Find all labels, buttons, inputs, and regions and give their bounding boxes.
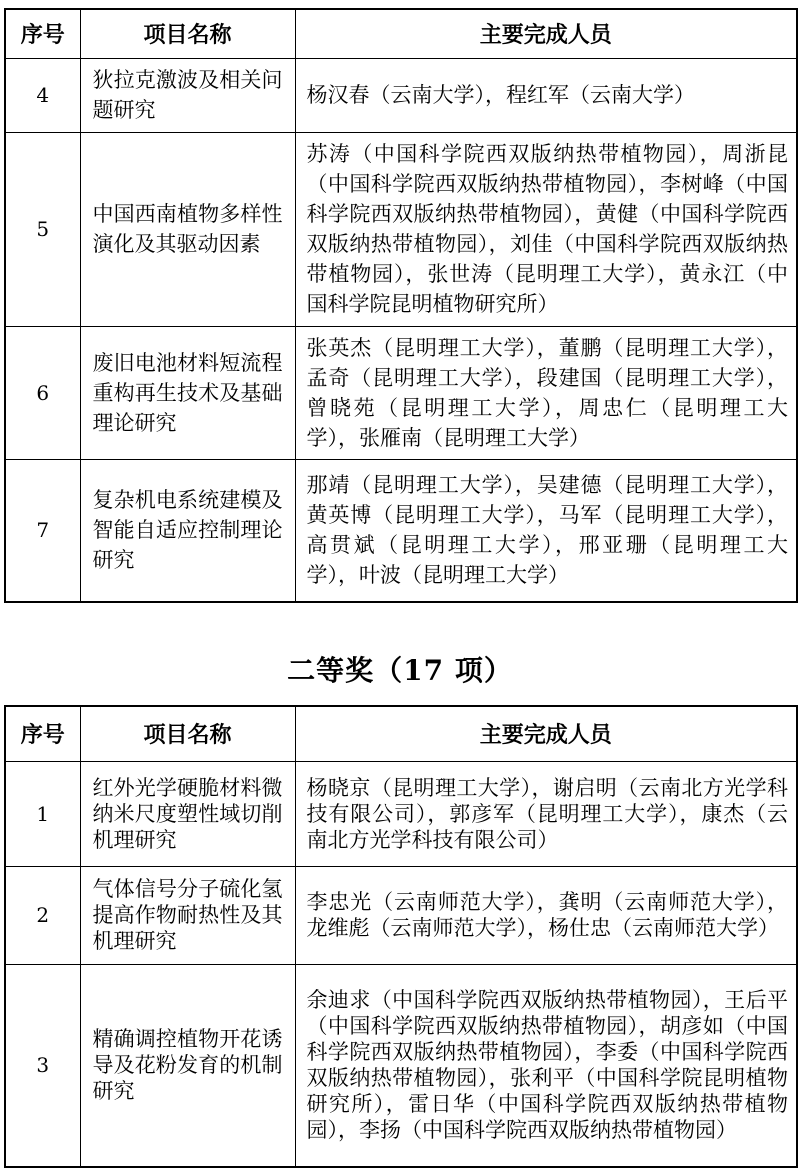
serial-cell: 3 [5, 964, 80, 1167]
people-cell: 杨汉春（云南大学），程红军（云南大学） [295, 58, 797, 132]
column-header-people: 主要完成人员 [295, 9, 797, 58]
serial-cell: 1 [5, 761, 80, 866]
people-cell: 苏涛（中国科学院西双版纳热带植物园），周浙昆（中国科学院西双版纳热带植物园），李树峰（中国科学院西双版纳热带植物园），黄健（中国科学院西双版纳热带植物园），刘佳（中国科学院西双版纳热带植物园），张世涛（昆明理工大学），黄永江（中国科学院昆明植物研究所） [295, 132, 797, 326]
column-header-project: 项目名称 [80, 706, 295, 761]
column-header-project: 项目名称 [80, 9, 295, 58]
serial-cell: 7 [5, 459, 80, 602]
table-row [5, 132, 797, 326]
table-row [5, 964, 797, 1167]
section-heading: 二等奖（17 项） [287, 654, 513, 687]
project-cell: 狄拉克激波及相关问题研究 [80, 58, 295, 132]
project-cell: 精确调控植物开花诱导及花粉发育的机制研究 [80, 964, 295, 1167]
serial-cell: 5 [5, 132, 80, 326]
project-cell: 复杂机电系统建模及智能自适应控制理论研究 [80, 459, 295, 602]
table-row [5, 459, 797, 602]
people-cell: 杨晓京（昆明理工大学），谢启明（云南北方光学科技有限公司），郭彦军（昆明理工大学），康杰（云南北方光学科技有限公司） [295, 761, 797, 866]
people-cell: 那靖（昆明理工大学），吴建德（昆明理工大学），黄英博（昆明理工大学），马军（昆明理工大学），高贯斌（昆明理工大学），邢亚珊（昆明理工大学），叶波（昆明理工大学） [295, 459, 797, 602]
serial-cell: 2 [5, 866, 80, 964]
table-row [5, 326, 797, 459]
table1-header-row [5, 9, 797, 58]
table-row [5, 866, 797, 964]
people-cell: 余迪求（中国科学院西双版纳热带植物园），王后平（中国科学院西双版纳热带植物园），胡彦如（中国科学院西双版纳热带植物园），李委（中国科学院西双版纳热带植物园），张利平（中国科学院昆明植物研究所），雷日华（中国科学院西双版纳热带植物园），李扬（中国科学院西双版纳热带植物园） [295, 964, 797, 1167]
serial-cell: 6 [5, 326, 80, 459]
table2-header-row [5, 706, 797, 761]
project-cell: 气体信号分子硫化氢提高作物耐热性及其机理研究 [80, 866, 295, 964]
project-cell: 红外光学硬脆材料微纳米尺度塑性域切削机理研究 [80, 761, 295, 866]
second-prize-table [4, 705, 798, 1168]
people-cell: 李忠光（云南师范大学），龚明（云南师范大学），龙维彪（云南师范大学），杨仕忠（云南师范大学） [295, 866, 797, 964]
table-row [5, 58, 797, 132]
table-row [5, 761, 797, 866]
people-cell: 张英杰（昆明理工大学），董鹏（昆明理工大学），孟奇（昆明理工大学），段建国（昆明理工大学），曾晓苑（昆明理工大学），周忠仁（昆明理工大学），张雁南（昆明理工大学） [295, 326, 797, 459]
project-cell: 中国西南植物多样性演化及其驱动因素 [80, 132, 295, 326]
column-header-serial: 序号 [5, 706, 80, 761]
column-header-people: 主要完成人员 [295, 706, 797, 761]
first-prize-table [4, 8, 798, 603]
project-cell: 废旧电池材料短流程重构再生技术及基础理论研究 [80, 326, 295, 459]
column-header-serial: 序号 [5, 9, 80, 58]
serial-cell: 4 [5, 58, 80, 132]
